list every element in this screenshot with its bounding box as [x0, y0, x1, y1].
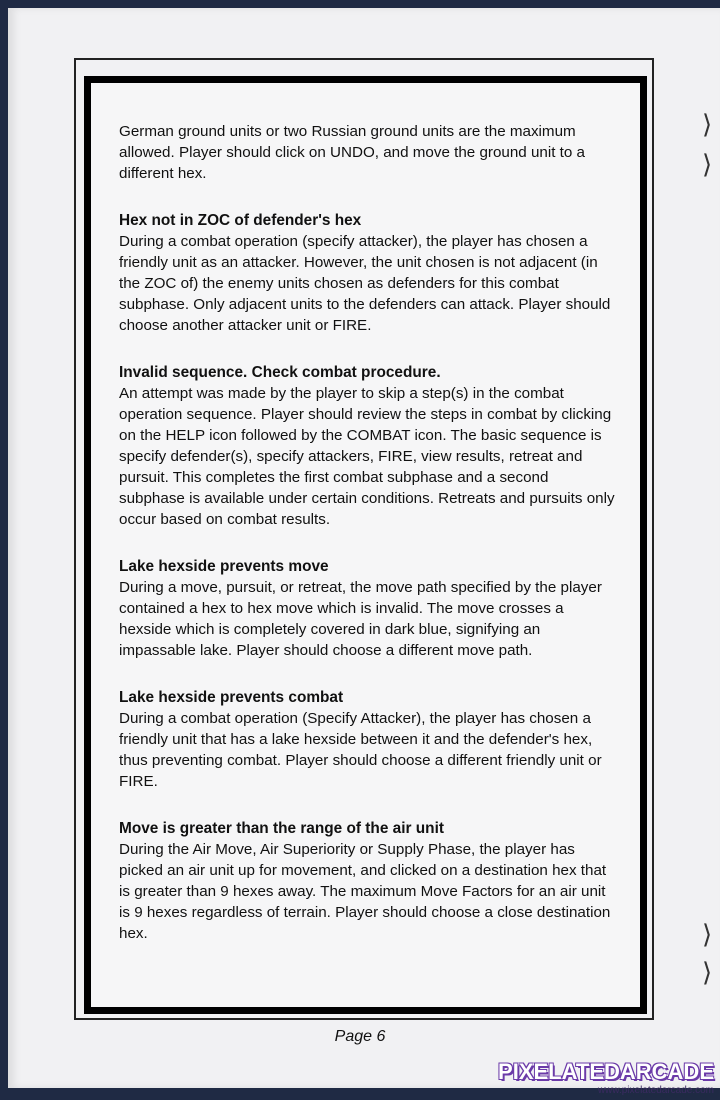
paragraph — [119, 556, 615, 661]
watermark-logo: PIXELATEDARCADE — [498, 1059, 714, 1084]
paragraph — [119, 687, 615, 792]
watermark-url: www.pixelatedarcade.com — [597, 1085, 714, 1096]
binding-mark-icon: ⟩ — [702, 958, 713, 988]
paragraph — [119, 121, 615, 184]
paragraph-heading: Invalid sequence. Check combat procedure. — [119, 364, 441, 381]
text-content — [119, 121, 615, 970]
paragraph-body: An attempt was made by the player to skip a step(s) in the combat operation sequence. Player should review the steps in combat by clicking on the HELP icon followed by the COMBAT icon. The basic sequence is specify defender(s), specify attackers, FIRE, view results, retreat and pursuit. This completes the first combat subphase and a second subphase is available under certain conditions. Retreats and pursuits only occur based on combat results. — [119, 385, 615, 528]
paragraph-body: During a combat operation (specify attacker), the player has chosen a friendly unit as an attacker. However, the unit chosen is not adjacent (in the ZOC of) the enemy units chosen as defenders for this combat subphase. Only adjacent units to the defenders can attack. Player should choose another attacker unit or FIRE. — [119, 233, 611, 334]
paragraph — [119, 818, 615, 944]
watermark — [498, 1059, 714, 1096]
paragraph-heading: Hex not in ZOC of defender's hex — [119, 212, 362, 229]
binding-mark-icon: ⟩ — [702, 150, 713, 180]
paragraph-body: During the Air Move, Air Superiority or Supply Phase, the player has picked an air unit up for movement, and clicked on a destination hex that is greater than 9 hexes away. The maximum Move Factors for an air unit is 9 hexes regardless of terrain. Player should choose a close destination hex. — [119, 841, 611, 942]
paragraph — [119, 362, 615, 530]
paragraph-body: During a move, pursuit, or retreat, the move path specified by the player contained a hex to hex move which is invalid. The move crosses a hexside which is completely covered in dark blue, signifying an impassable lake. Player should choose a different move path. — [119, 579, 602, 659]
paragraph-heading: Move is greater than the range of the air unit — [119, 820, 444, 837]
paragraph-body: During a combat operation (Specify Attacker), the player has chosen a friendly unit that has a lake hexside between it and the defender's hex, thus preventing combat. Player should choose a different friendly unit or FIRE. — [119, 710, 602, 790]
paragraph-body: German ground units or two Russian ground units are the maximum allowed. Player should click on UNDO, and move the ground unit to a different hex. — [119, 123, 585, 182]
page-number: Page 6 — [334, 1028, 386, 1045]
paragraph-heading: Lake hexside prevents combat — [119, 689, 344, 706]
binding-mark-icon: ⟩ — [702, 110, 713, 140]
paragraph — [119, 210, 615, 336]
text-box — [84, 76, 647, 1014]
binding-mark-icon: ⟩ — [702, 920, 713, 950]
paragraph-heading: Lake hexside prevents move — [119, 558, 329, 575]
